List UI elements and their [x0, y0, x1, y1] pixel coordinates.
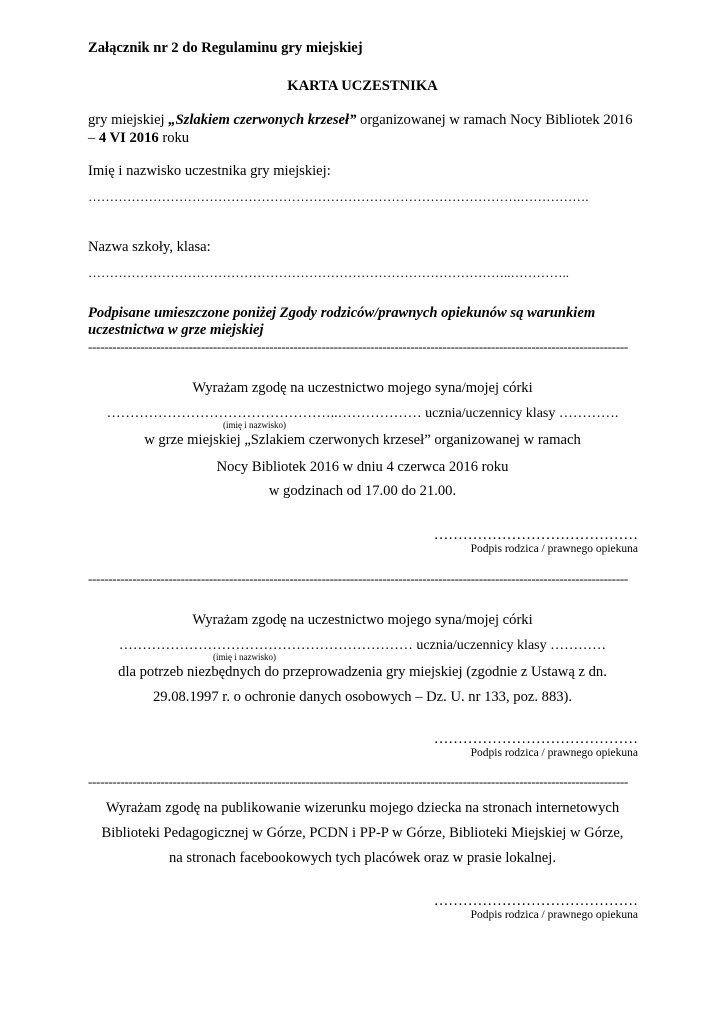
intro-line1: gry miejskiej „Szlakiem czerwonych krzeseł” organizowanej w ramach Nocy Bibliotek 2016 [88, 112, 633, 128]
consent3-line1: Wyrażam zgodę na publikowanie wizerunku mojego dziecka na stronach internetowych [105, 800, 620, 816]
consent1-hint: (imię i nazwisko) [223, 420, 286, 430]
consent1-signature-field[interactable]: …………………………………… [433, 527, 638, 543]
consent1-signature-label: Podpis rodzica / prawnego opiekuna [470, 543, 638, 555]
annex-heading: Załącznik nr 2 do Regulaminu gry miejskiej [88, 40, 363, 56]
consent-note-line2: uczestnictwa w grze miejskiej [88, 322, 264, 338]
participant-name-field[interactable]: ……………………………………………………………………………………….……………. [88, 189, 589, 204]
consent1-line3: w grze miejskiej „Szlakiem czerwonych krzeseł” organizowanej w ramach [144, 432, 581, 448]
consent2-signature-field[interactable]: …………………………………… [433, 731, 638, 747]
consent2-child-field[interactable]: ……………………………………………………… ucznia/uczennicy klasy ………… [118, 638, 607, 653]
consent2-signature-label: Podpis rodzica / prawnego opiekuna [470, 747, 638, 759]
consent3-line3: na stronach facebookowych tych placówek oraz w prasie lokalnej. [169, 850, 556, 866]
event-date: 4 VI 2016 [98, 130, 159, 146]
page-title: KARTA UCZESTNIKA [287, 78, 438, 94]
separator-3: -------------------------------------------------------------------------------------------------------------------------------------- [88, 775, 628, 788]
consent2-line1: Wyrażam zgodę na uczestnictwo mojego syna/mojej córki [192, 612, 533, 628]
participant-name-label: Imię i nazwisko uczestnika gry miejskiej: [88, 163, 331, 179]
game-name: „Szlakiem czerwonych krzeseł” [168, 112, 357, 128]
consent2-line3: dla potrzeb niezbędnych do przeprowadzenia gry miejskiej (zgodnie z Ustawą z dn. [118, 664, 607, 680]
consent3-signature-field[interactable]: …………………………………… [433, 893, 638, 909]
consent1-child-field[interactable]: …………………………………………..……………… ucznia/uczennicy klasy …………. [106, 406, 619, 421]
school-field[interactable]: ……………………………………………………………………………………..………….. [88, 265, 569, 280]
consent1-line5: w godzinach od 17.00 do 21.00. [268, 483, 457, 499]
intro-line2: – 4 VI 2016 roku [88, 130, 190, 146]
separator-2: -------------------------------------------------------------------------------------------------------------------------------------- [88, 572, 628, 585]
separator-1: -------------------------------------------------------------------------------------------------------------------------------------- [88, 340, 628, 353]
consent1-line4: Nocy Bibliotek 2016 w dniu 4 czerwca 2016 roku [216, 459, 509, 475]
consent3-line2: Biblioteki Pedagogicznej w Górze, PCDN i PP-P w Górze, Biblioteki Miejskiej w Górze, [101, 825, 624, 841]
consent-note: Podpisane umieszczone poniżej Zgody rodziców/prawnych opiekunów są warunkiem [88, 305, 596, 321]
consent1-line1: Wyrażam zgodę na uczestnictwo mojego syna/mojej córki [192, 380, 533, 396]
school-label: Nazwa szkoły, klasa: [88, 239, 211, 255]
consent2-line4: 29.08.1997 r. o ochronie danych osobowych – Dz. U. nr 133, poz. 883). [152, 689, 573, 705]
consent2-hint: (imię i nazwisko) [213, 652, 276, 662]
consent3-signature-label: Podpis rodzica / prawnego opiekuna [470, 909, 638, 921]
